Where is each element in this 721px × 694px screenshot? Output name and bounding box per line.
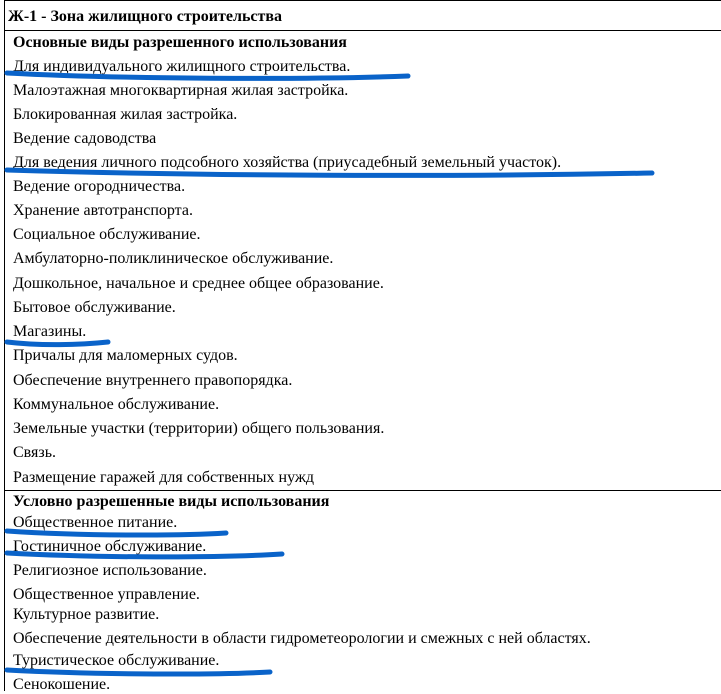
- list-item: Туристическое обслуживание.: [13, 652, 220, 669]
- list-item: Магазины.: [13, 323, 87, 340]
- list-item: Блокированная жилая застройка.: [13, 106, 238, 123]
- list-item: Коммунальное обслуживание.: [13, 396, 220, 413]
- list-item: Малоэтажная многоквартирная жилая застройка.: [13, 82, 349, 99]
- list-item: Обеспечение внутреннего правопорядка.: [13, 372, 293, 389]
- list-item: Размещение гаражей для собственных нужд: [13, 469, 315, 486]
- list-item: Обеспечение деятельности в области гидрометеорологии и смежных с ней областях.: [13, 630, 591, 647]
- list-item: Для индивидуального жилищного строительства.: [13, 58, 351, 75]
- list-item: Дошкольное, начальное и среднее общее образование.: [13, 275, 384, 292]
- list-item: Причалы для маломерных судов.: [13, 347, 238, 364]
- list-item: Ведение огородничества.: [13, 178, 186, 195]
- list-item: Для ведения личного подсобного хозяйства (приусадебный земельный участок).: [13, 154, 562, 171]
- list-item: Связь.: [13, 444, 56, 461]
- list-item: Религиозное использование.: [13, 562, 207, 579]
- list-item: Земельные участки (территории) общего пользования.: [13, 420, 385, 437]
- list-item: Общественное управление.: [13, 586, 200, 603]
- list-item: Социальное обслуживание.: [13, 226, 201, 243]
- list-item: Амбулаторно-поликлиническое обслуживание.: [13, 250, 334, 267]
- list-item: Бытовое обслуживание.: [13, 299, 176, 316]
- list-item: Хранение автотранспорта.: [13, 202, 193, 219]
- list-item: Сенокошение.: [13, 676, 111, 693]
- table-divider: [4, 490, 721, 491]
- list-item: Ведение садоводства: [13, 130, 157, 147]
- section-heading-conditional: Условно разрешенные виды использования: [13, 493, 330, 510]
- zone-title: Ж-1 - Зона жилищного строительства: [8, 8, 283, 25]
- table-divider: [4, 30, 721, 31]
- list-item: Гостиничное обслуживание.: [13, 538, 207, 555]
- list-item: Общественное питание.: [13, 514, 178, 531]
- section-heading-main: Основные виды разрешенного использования: [13, 34, 347, 51]
- list-item: Культурное развитие.: [13, 606, 160, 623]
